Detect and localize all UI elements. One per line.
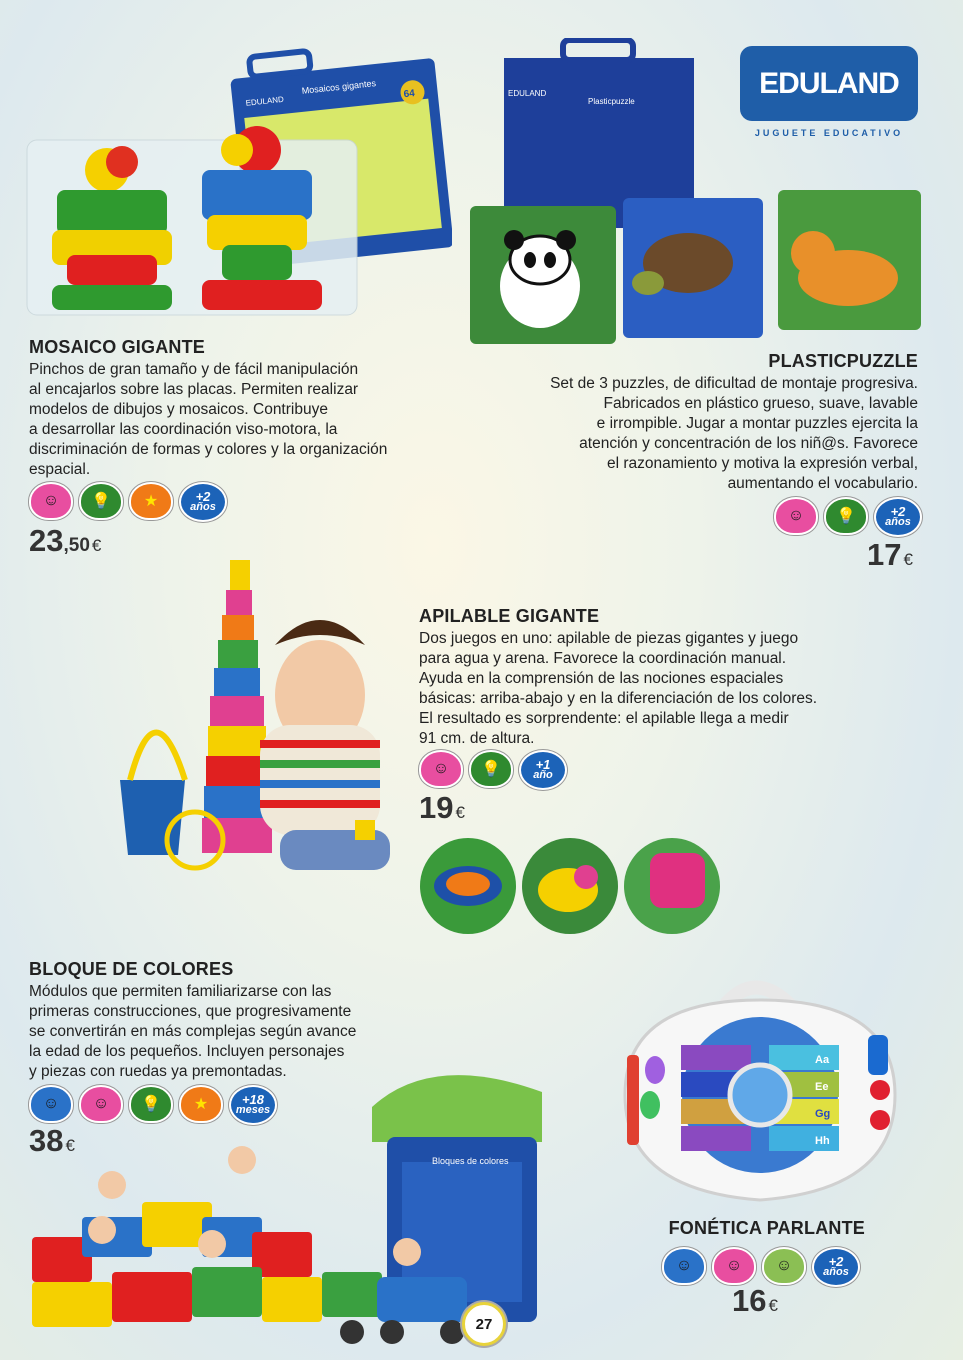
lightbulb-icon: 💡 [129, 1085, 173, 1123]
age-badge: +18 meses [229, 1085, 277, 1125]
star-icon: ★ [179, 1085, 223, 1123]
mosaico-gigante-section [29, 337, 459, 480]
bloque-de-colores-description: Módulos que permiten familiarizarse con las primeras construcciones, que progresivamente se convertirán en más complejas según avance la edad de los pequeños. Incluyen personajes y piezas con ruedas ya premontadas. [29, 983, 357, 1080]
apilable-detail-images [418, 835, 720, 937]
talking-face-icon: ☺ [29, 1085, 73, 1123]
age-badge: +2 años [179, 482, 227, 522]
apilable-gigante-price: 19 € [419, 790, 465, 825]
fonetica-parlante-title: FONÉTICA PARLANTE [668, 1218, 865, 1238]
fonetica-parlante-image [605, 975, 920, 1215]
lightbulb-icon: 💡 [79, 482, 123, 520]
plasticpuzzle-icons [774, 497, 922, 537]
fonetica-parlante-section [600, 1218, 865, 1241]
apilable-gigante-description: Dos juegos en uno: apilable de piezas gigantes y juego para agua y arena. Favorece la coordinación manual. Ayuda en la comprensión de las nociones espaciales básicas: arriba-abajo y en la diferenciación de los colores. El resultado es sorprendente: el apilable llega a medir 91 cm. de altura. [419, 630, 818, 747]
mosaico-box-label: Mosaicos gigantes [301, 78, 377, 96]
speech-face-icon: ☺ [774, 497, 818, 535]
fonetica-toy-letter-g: Gg [815, 1108, 831, 1120]
fonetica-toy-letter-a: Aa [815, 1054, 830, 1066]
bloque-de-colores-price: 38 € [29, 1123, 75, 1158]
bloque-box-label: Bloques de colores [432, 1156, 509, 1166]
apilable-gigante-title: APILABLE GIGANTE [419, 606, 600, 626]
mosaico-gigante-description: Pinchos de gran tamaño y de fácil manipulación al encajarlos sobre las placas. Permiten realizar modelos de dibujos y mosaicos. Contribuye a desarrollar las coordinación viso-motora, la discriminación de formas y colores y la organización espacial. [29, 361, 388, 478]
fonetica-parlante-price: 16 € [732, 1283, 778, 1318]
plasticpuzzle-price: 17 € [867, 537, 913, 572]
mosaico-box-count: 64 [403, 88, 416, 101]
plasticpuzzle-description: Set de 3 puzzles, de dificultad de montaje progresiva. Fabricados en plástico grueso, suave, lavable e irrompible. Jugar a montar puzzles ejercita la atención y concentración de los niñ@s. Favorece el razonamiento y motiva la expresión verbal, aumentando el vocabulario. [550, 375, 918, 492]
bloque-de-colores-title: BLOQUE DE COLORES [29, 959, 234, 979]
eduland-tagline: JUGUETE EDUCATIVO [754, 128, 904, 138]
speech-face-icon: ☺ [419, 750, 463, 788]
plasticpuzzle-box-label: Plasticpuzzle [588, 97, 635, 106]
mosaico-box-brand: EDULAND [245, 94, 285, 108]
plasticpuzzle-box-brand: EDULAND [508, 89, 547, 98]
lightbulb-icon: 💡 [824, 497, 868, 535]
mosaico-gigante-icons [29, 482, 227, 522]
fonetica-toy-letter-e: Ee [815, 1081, 829, 1093]
apilable-gigante-section [419, 606, 889, 749]
talking-face-icon: ☺ [662, 1247, 706, 1285]
age-badge: +2 años [812, 1247, 860, 1287]
eduland-logo-box: EDULAND [740, 46, 918, 121]
listening-face-icon: ☺ [762, 1247, 806, 1285]
speech-face-icon: ☺ [79, 1085, 123, 1123]
fonetica-toy-letter-h: Hh [815, 1135, 830, 1147]
fonetica-parlante-icons [662, 1247, 860, 1287]
lightbulb-icon: 💡 [469, 750, 513, 788]
plasticpuzzle-image [468, 38, 923, 348]
mosaico-gigante-image [22, 40, 452, 340]
speech-face-icon: ☺ [29, 482, 73, 520]
plasticpuzzle-title: PLASTICPUZZLE [768, 351, 918, 371]
speech-face-icon: ☺ [712, 1247, 756, 1285]
age-badge: +2 años [874, 497, 922, 537]
apilable-gigante-icons [419, 750, 567, 790]
apilable-gigante-image [110, 555, 405, 895]
mosaico-gigante-title: MOSAICO GIGANTE [29, 337, 206, 357]
age-badge: +1 año [519, 750, 567, 790]
mosaico-gigante-price: 23,50 € [29, 523, 102, 558]
plasticpuzzle-section [460, 351, 918, 494]
star-icon: ★ [129, 482, 173, 520]
page-number: 27 [462, 1302, 506, 1346]
